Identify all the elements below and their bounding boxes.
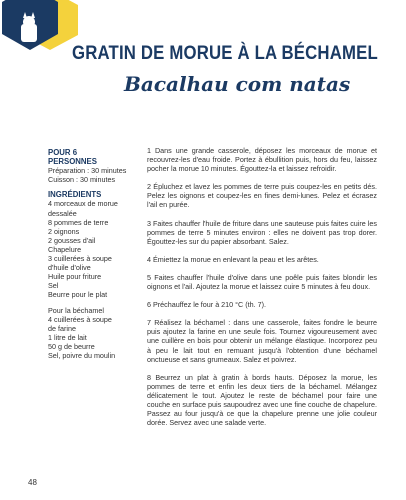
ingredient-line: 8 pommes de terre: [48, 217, 109, 227]
ingredient-line: Beurre pour le plat: [48, 290, 108, 300]
ingredient-line: d'huile d'olive: [48, 263, 91, 273]
ingredient-line: 2 gousses d'ail: [48, 235, 96, 245]
ingredient-line: Chapelure: [48, 244, 82, 254]
serves-heading: POUR 6 PERSONNES: [48, 148, 97, 167]
ingredient-line: 3 cuillerées à soupe: [48, 254, 112, 264]
bechamel-line: Sel, poivre du moulin: [48, 350, 116, 360]
ingredient-line: Huile pour friture: [48, 272, 102, 282]
recipe-step: 6 Préchauffez le four à 210 °C (th. 7).: [147, 300, 267, 310]
ingredient-list: [48, 199, 124, 299]
recipe-step: 1 Dans une grande casserole, déposez les morceaux de morue et recouvrez-les d'eau froide. Portez à ébullition puis, hors du feu, laissez pocher la morue 10 minutes. Égouttez-la et laissez refroidir.: [147, 146, 377, 174]
recipe-title: GRATIN DE MORUE À LA BÉCHAMEL: [72, 42, 378, 64]
ingredient-line: dessalée: [48, 208, 77, 218]
bechamel-line: Pour la béchamel: [48, 305, 104, 315]
recipe-step: 5 Faites chauffer l'huile d'olive dans une poêle puis faites blondir les oignons et l'ail. Ajoutez la morue et laissez cuire 5 minutes à feu doux.: [147, 272, 377, 292]
bechamel-line: de farine: [48, 323, 76, 333]
page-number: 48: [28, 478, 37, 487]
ingredients-sidebar: [48, 148, 127, 360]
recipe-step: 3 Faites chauffer l'huile de friture dans une sauteuse puis faites cuire les pommes de terre 5 minutes environ : elles ne doivent pas trop dorer. Égouttez-les sur du papier absorbant. Salez.: [147, 218, 377, 246]
bechamel-line: 1 litre de lait: [48, 332, 87, 342]
bechamel-line: 50 g de beurre: [48, 341, 95, 351]
ingredients-heading: INGRÉDIENTS: [48, 190, 102, 200]
recipe-step: 7 Réalisez la béchamel : dans une casserole, faites fondre le beurre puis ajoutez la farine en une seule fois. Tournez vigoureusement avec une cuillère en bois pour obtenir un mélange élastique. Incorporez peu à peu le lait tout en remuant jusqu'à l'obtention d'une béchamel onctueuse et sans grumeaux. Salez et poivrez.: [147, 318, 377, 364]
bechamel-list: [48, 306, 124, 361]
ingredient-line: Sel: [48, 281, 59, 291]
ingredient-line: 2 oignons: [48, 226, 80, 236]
recipe-step: 2 Épluchez et lavez les pommes de terre puis coupez-les en petits dés. Pelez les oignons et coupez-les en fines demi-lunes. Pelez et écrasez l'ail en purée.: [147, 182, 377, 210]
recipe-step: 4 Émiettez la morue en enlevant la peau et les arêtes.: [147, 254, 319, 264]
cook-time: Cuisson : 30 minutes: [48, 175, 116, 185]
recipe-subtitle: Bacalhau com natas: [124, 72, 351, 96]
recipe-step: 8 Beurrez un plat à gratin à bords hauts. Déposez la morue, les pommes de terre et enfin les deux tiers de la béchamel. Mélangez délicatement le tout. Ajoutez le reste de béchamel pour faire une couche en surface puis saupoudrez avec une fine couche de chapelure. Passez au four jusqu'à ce que la chapelure prenne une jolie couleur dorée. Servez avec une salade verte.: [147, 372, 377, 428]
recipe-steps: [147, 146, 377, 436]
ingredient-line: 4 morceaux de morue: [48, 199, 118, 209]
bechamel-line: 4 cuillerées à soupe: [48, 314, 112, 324]
corner-decoration: [0, 0, 80, 70]
prep-time: Préparation : 30 minutes: [48, 166, 127, 176]
